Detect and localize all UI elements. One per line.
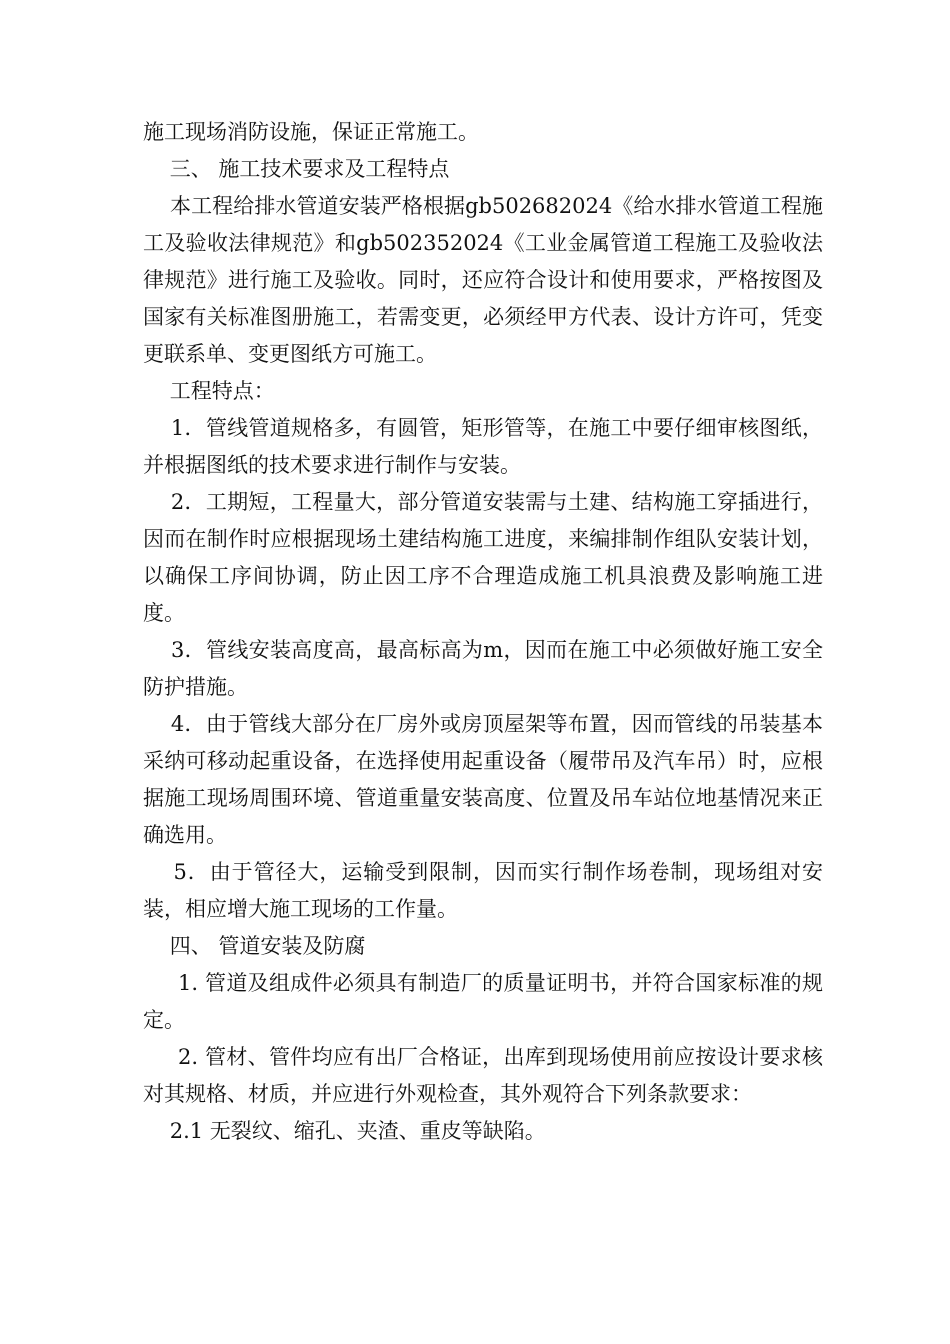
list-item-feature-3: 3．管线安装高度高，最高标高为m，因而在施工中必须做好施工安全防护措施。 — [143, 638, 823, 699]
list-item-feature-4: 4．由于管线大部分在厂房外或房顶屋架等布置，因而管线的吊装基本采纳可移动起重设备，在选择使用起重设备（履带吊及汽车吊）时，应根据施工现场周围环境、管道重量安装高度、位置及吊车站位地基情况来正确选用。 — [143, 712, 824, 847]
paragraph-fire-facilities: 施工现场消防设施，保证正常施工。 — [143, 120, 479, 144]
list-item-feature-5: 5．由于管径大，运输受到限制，因而实行制作场卷制，现场组对安装，相应增大施工现场的工作量。 — [143, 860, 823, 921]
document-body — [143, 114, 823, 1150]
list-item-feature-2: 2．工期短，工程量大，部分管道安装需与土建、结构施工穿插进行，因而在制作时应根据现场土建结构施工进度，来编排制作组队安装计划，以确保工序间协调，防止因工序不合理造成施工机具浪费及影响施工进度。 — [143, 490, 824, 625]
section-heading-3: 三、 施工技术要求及工程特点 — [143, 157, 450, 181]
paragraph-features-label: 工程特点： — [143, 379, 275, 403]
list-item-feature-1: 1．管线管道规格多，有圆管，矩形管等，在施工中要仔细审核图纸，并根据图纸的技术要求进行制作与安装。 — [143, 416, 824, 477]
list-item-pipe-2: 2. 管材、管件均应有出厂合格证，出库到现场使用前应按设计要求核对其规格、材质，并应进行外观检查，其外观符合下列条款要求： — [143, 1045, 823, 1106]
list-item-pipe-1: 1. 管道及组成件必须具有制造厂的质量证明书，并符合国家标准的规定。 — [143, 971, 823, 1032]
list-item-pipe-2-1: 2.1 无裂纹、缩孔、夹渣、重皮等缺陷。 — [143, 1119, 546, 1143]
paragraph-standards: 本工程给排水管道安装严格根据gb502682024《给水排水管道工程施工及验收法律规范》和gb502352024《工业金属管道工程施工及验收法律规范》进行施工及验收。同时，还应符合设计和使用要求，严格按图及国家有关标准图册施工，若需变更，必须经甲方代表、设计方许可，凭变更联系单、变更图纸方可施工。 — [143, 194, 823, 366]
section-heading-4: 四、 管道安装及防腐 — [143, 934, 366, 958]
